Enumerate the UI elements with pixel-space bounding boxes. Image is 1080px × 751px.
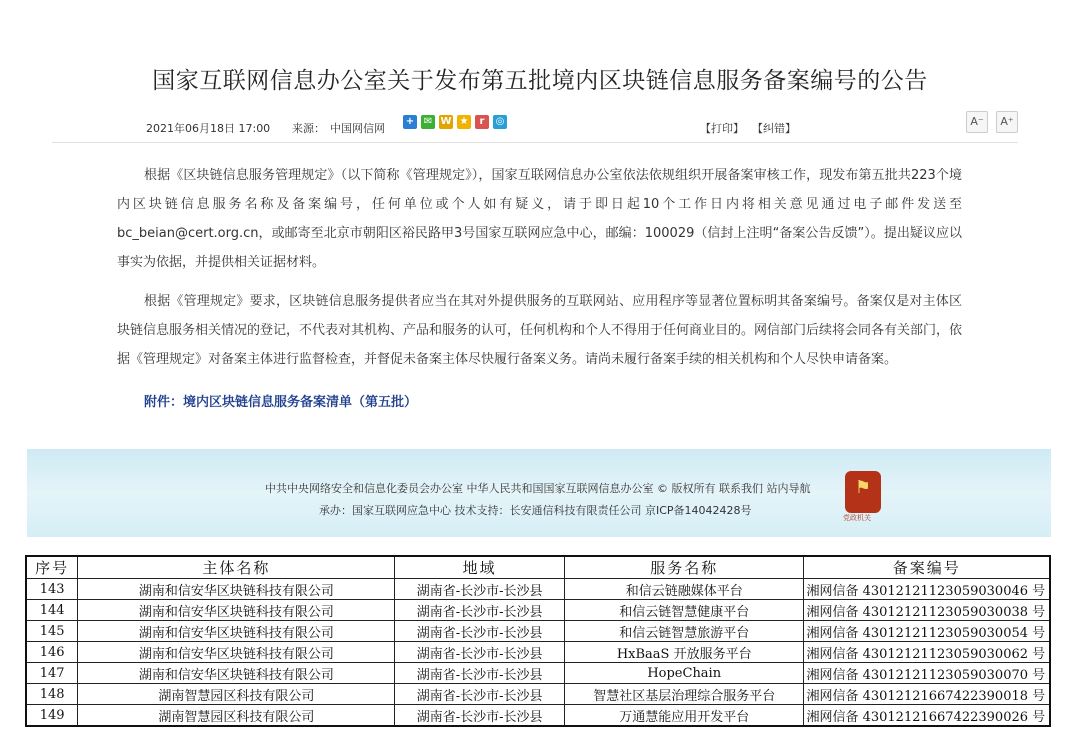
paragraph-2: 根据《管理规定》要求，区块链信息服务提供者应当在其对外提供服务的互联网站、应用程序等显著位置标明其备案编号。备案仅是对主体区块链信息服务相关情况的登记，不代表对其机构、产品和服务的认可，任何机构和个人不得用于任何商业目的。网信部门后续将会同各有关部门，依据《管理规定》对备案主体进行监督检查，并督促未备案主体尽快履行备案义务。请尚未履行备案手续的相关机构和个人尽快申请备案。	[117, 294, 963, 367]
cell-entity: 湖南智慧园区科技有限公司	[78, 684, 395, 705]
renren-icon[interactable]: r	[475, 115, 489, 129]
table-row	[26, 600, 1050, 621]
table-row	[26, 642, 1050, 663]
cell-service: 和信云链融媒体平台	[564, 579, 804, 600]
cell-index: 149	[26, 705, 78, 727]
cell-index: 145	[26, 621, 78, 642]
qzone-icon[interactable]: ★	[457, 115, 471, 129]
cell-region: 湖南省-长沙市-长沙县	[395, 600, 565, 621]
source-label: 来源：	[292, 122, 325, 135]
emblem-label: 党政机关	[843, 514, 871, 522]
cell-entity: 湖南和信安华区块链科技有限公司	[78, 663, 395, 684]
douban-icon[interactable]: ◎	[493, 115, 507, 129]
filing-table	[25, 555, 1051, 727]
correct-link[interactable]: 【纠错】	[752, 122, 796, 135]
cell-entity: 湖南和信安华区块链科技有限公司	[78, 621, 395, 642]
print-link[interactable]: 【打印】	[700, 122, 744, 135]
cell-entity: 湖南和信安华区块链科技有限公司	[78, 600, 395, 621]
table-row	[26, 579, 1050, 600]
footer-line-2: 承办：国家互联网应急中心 技术支持：长安通信科技有限责任公司 京ICP备14042428号	[319, 504, 752, 517]
col-header-index: 序号	[26, 556, 78, 579]
col-header-service: 服务名称	[564, 556, 804, 579]
table-header-row	[26, 556, 1050, 579]
cell-filing-no: 湘网信备 43012121667422390026 号	[804, 705, 1050, 727]
cell-entity: 湖南和信安华区块链科技有限公司	[78, 642, 395, 663]
cell-entity: 湖南智慧园区科技有限公司	[78, 705, 395, 727]
article-meta	[0, 118, 1080, 138]
cell-filing-no: 湘网信备 43012121667422390018 号	[804, 684, 1050, 705]
add-icon[interactable]: +	[403, 115, 417, 129]
table-row	[26, 621, 1050, 642]
table-row	[26, 663, 1050, 684]
site-footer	[27, 449, 1051, 537]
cell-service: 智慧社区基层治理综合服务平台	[564, 684, 804, 705]
cell-region: 湖南省-长沙市-长沙县	[395, 621, 565, 642]
attachment-link[interactable]: 附件：境内区块链信息服务备案清单（第五批）	[144, 395, 418, 410]
wechat-icon[interactable]: ✉	[421, 115, 435, 129]
cell-filing-no: 湘网信备 43012121123059030046 号	[804, 579, 1050, 600]
cell-service: HxBaaS 开放服务平台	[564, 642, 804, 663]
cell-service: 和信云链智慧旅游平台	[564, 621, 804, 642]
cell-entity: 湖南和信安华区块链科技有限公司	[78, 579, 395, 600]
cell-region: 湖南省-长沙市-长沙县	[395, 579, 565, 600]
table-row	[26, 705, 1050, 727]
cell-region: 湖南省-长沙市-长沙县	[395, 705, 565, 727]
cell-index: 146	[26, 642, 78, 663]
cell-service: HopeChain	[564, 663, 804, 684]
col-header-filing-no: 备案编号	[804, 556, 1050, 579]
cell-filing-no: 湘网信备 43012121123059030054 号	[804, 621, 1050, 642]
cell-region: 湖南省-长沙市-长沙县	[395, 663, 565, 684]
cell-filing-no: 湘网信备 43012121123059030038 号	[804, 600, 1050, 621]
footer-line-1: 中共中央网络安全和信息化委员会办公室 中华人民共和国国家互联网信息办公室 © 版权所有 联系我们 站内导航	[265, 482, 811, 495]
paragraph-1: 根据《区块链信息服务管理规定》（以下简称《管理规定》），国家互联网信息办公室依法依规组织开展备案审核工作，现发布第五批共223个境内区块链信息服务名称及备案编号，任何单位或个人如有疑义，请于即日起10个工作日内将相关意见通过电子邮件发送至bc_beian@cert.org.cn，或邮寄至北京市朝阳区裕民路甲3号国家互联网应急中心，邮编：100029（信封上注明“备案公告反馈”）。提出疑议应以事实为依据，并提供相关证据材料。	[117, 168, 962, 270]
cell-index: 143	[26, 579, 78, 600]
party-gov-emblem-icon[interactable]: ⚑	[845, 471, 881, 513]
source-link[interactable]: 中国网信网	[330, 122, 385, 135]
cell-region: 湖南省-长沙市-长沙县	[395, 642, 565, 663]
cell-index: 144	[26, 600, 78, 621]
cell-service: 万通慧能应用开发平台	[564, 705, 804, 727]
font-larger-button[interactable]: A⁺	[996, 111, 1018, 133]
cell-service: 和信云链智慧健康平台	[564, 600, 804, 621]
table-row	[26, 684, 1050, 705]
font-smaller-button[interactable]: A⁻	[966, 111, 988, 133]
publish-date: 2021年06月18日 17:00	[146, 122, 271, 135]
weibo-icon[interactable]: W	[440, 116, 452, 127]
col-header-entity: 主体名称	[78, 556, 395, 579]
cell-index: 147	[26, 663, 78, 684]
cell-region: 湖南省-长沙市-长沙县	[395, 684, 565, 705]
cell-filing-no: 湘网信备 43012121123059030070 号	[804, 663, 1050, 684]
page-title: 国家互联网信息办公室关于发布第五批境内区块链信息服务备案编号的公告	[152, 68, 928, 94]
cell-filing-no: 湘网信备 43012121123059030062 号	[804, 642, 1050, 663]
share-bar	[403, 115, 507, 129]
divider	[52, 142, 1018, 143]
col-header-region: 地域	[395, 556, 565, 579]
cell-index: 148	[26, 684, 78, 705]
